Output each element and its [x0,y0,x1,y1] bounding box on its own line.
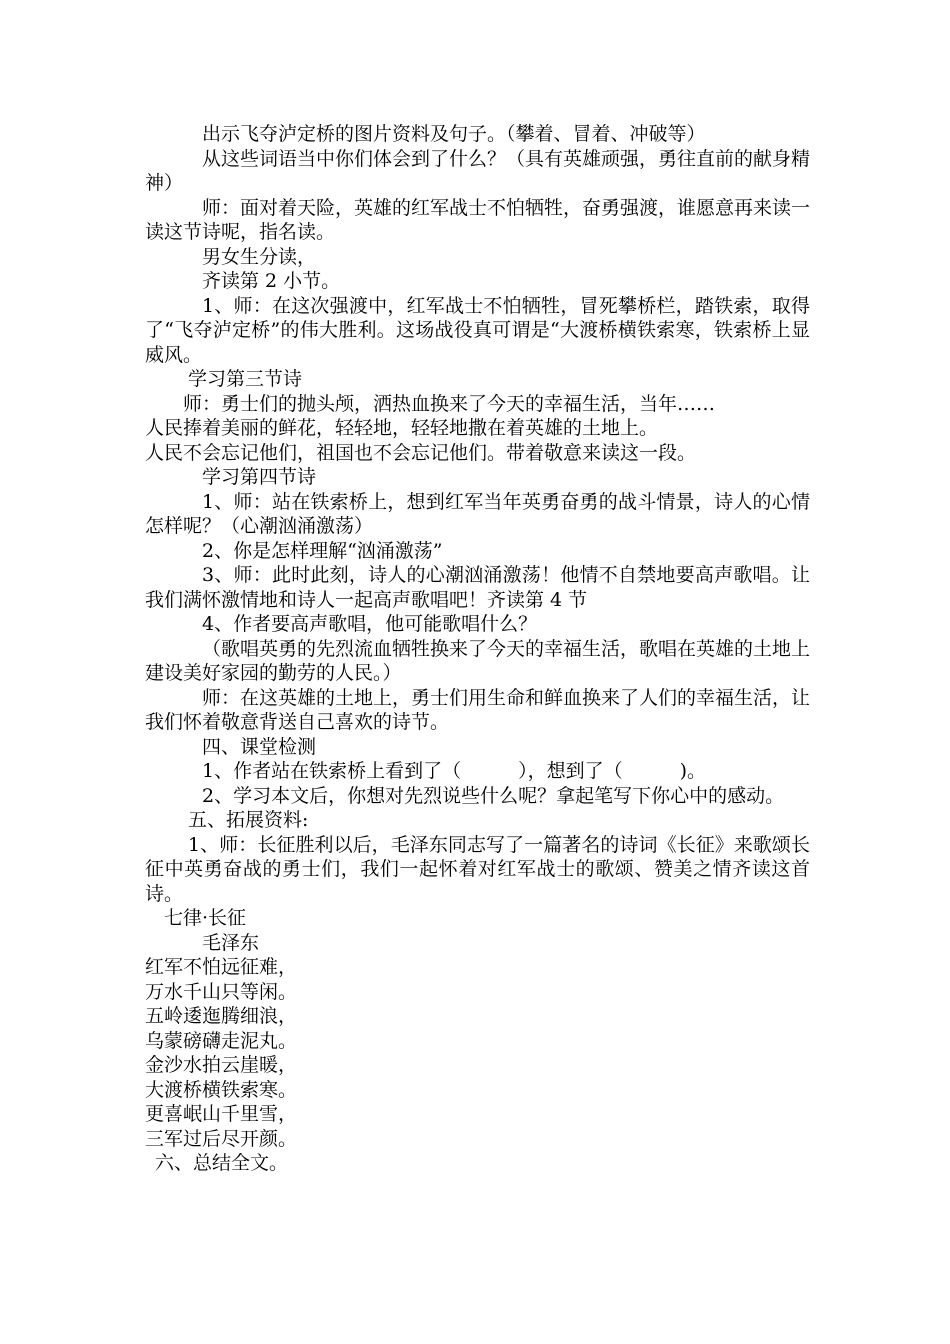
paragraph: 师：勇士们的抛头颅，洒热血换来了今天的幸福生活，当年…… [183,392,716,415]
paragraph: 人民不会忘记他们，祖国也不会忘记他们。带着敬意来读这一段。 [145,441,697,464]
paragraph: 1、师：在这次强渡中，红军战士不怕牺牲，冒死攀桥栏，踏铁索，取得了“飞夺泸定桥”的伟大胜利。这场战役真可谓是“大渡桥横铁索寒，铁索桥上显威风。 [145,294,810,366]
poem-verse: 大渡桥横铁索寒。 [145,1078,298,1101]
poem-verse: 乌蒙磅礴走泥丸。 [145,1029,298,1052]
paragraph: 出示飞夺泸定桥的图片资料及句子。（攀着、冒着、冲破等） [202,123,706,145]
paragraph: 师：面对着天险，英雄的红军战士不怕牺牲，奋勇强渡，谁愿意再来读一读这节诗呢，指名读。 [145,196,811,243]
paragraph: 1、作者站在铁索桥上看到了（ ），想到了（ )。 [202,760,707,782]
section-heading: 学习第四节诗 [202,466,317,488]
section-heading: 五、拓展资料: [188,809,309,831]
paragraph: （歌唱英勇的先烈流血牺牲换来了今天的幸福生活，歌唱在英雄的土地上建设美好家园的勤劳的人民。） [145,637,811,684]
section-heading: 四、课堂检测 [202,735,317,758]
poem-title: 七律·长征 [164,907,247,929]
poem-verse: 五岭逶迤腾细浪， [145,1005,298,1027]
poem-author: 毛泽东 [202,931,260,954]
poem-verse: 三军过后尽开颜。 [145,1127,298,1150]
paragraph: 2、你是怎样理解“汹涌激荡” [202,539,443,562]
paragraph: 4、作者要高声歌唱，他可能歌唱什么？ [202,613,538,635]
closing-heading: 六、总结全文。 [155,1152,289,1174]
paragraph: 3、师：此时此刻，诗人的心潮汹涌激荡！他情不自禁地要高声歌唱。让我们满怀激情地和诗人一起高声歌唱吧！齐读第 4 节 [145,564,810,611]
poem-verse: 红军不怕远征难， [145,956,298,978]
paragraph: 师：在这英雄的土地上，勇士们用生命和鲜血换来了人们的幸福生活，让我们怀着敬意背送自己喜欢的诗节。 [145,686,811,733]
paragraph: 从这些词语当中你们体会到了什么？（具有英雄顽强，勇往直前的献身精神） [145,147,811,194]
paragraph: 2、学习本文后，你想对先烈说些什么呢？拿起笔写下你心中的感动。 [202,784,785,807]
paragraph: 1、师：长征胜利以后，毛泽东同志写了一篇著名的诗词《长征》来歌颂长征中英勇奋战的勇士们，我们一起怀着对红军战士的歌颂、赞美之情齐读这首诗。 [145,833,810,905]
paragraph: 齐读第 2 小节。 [202,270,341,292]
poem-verse: 万水千山只等闲。 [145,980,298,1003]
poem-verse: 金沙水拍云崖暖， [145,1054,298,1076]
section-heading: 学习第三节诗 [188,368,303,390]
document-body [145,122,810,1176]
paragraph: 人民捧着美丽的鲜花，轻轻地，轻轻地撒在着英雄的土地上。 [145,417,659,439]
paragraph: 男女生分读， [202,245,317,268]
poem-verses [145,955,810,1151]
poem-verse: 更喜岷山千里雪， [145,1103,298,1125]
paragraph: 1、师：站在铁索桥上，想到红军当年英勇奋勇的战斗情景，诗人的心情怎样呢？（心潮汹涌激荡） [145,490,810,537]
